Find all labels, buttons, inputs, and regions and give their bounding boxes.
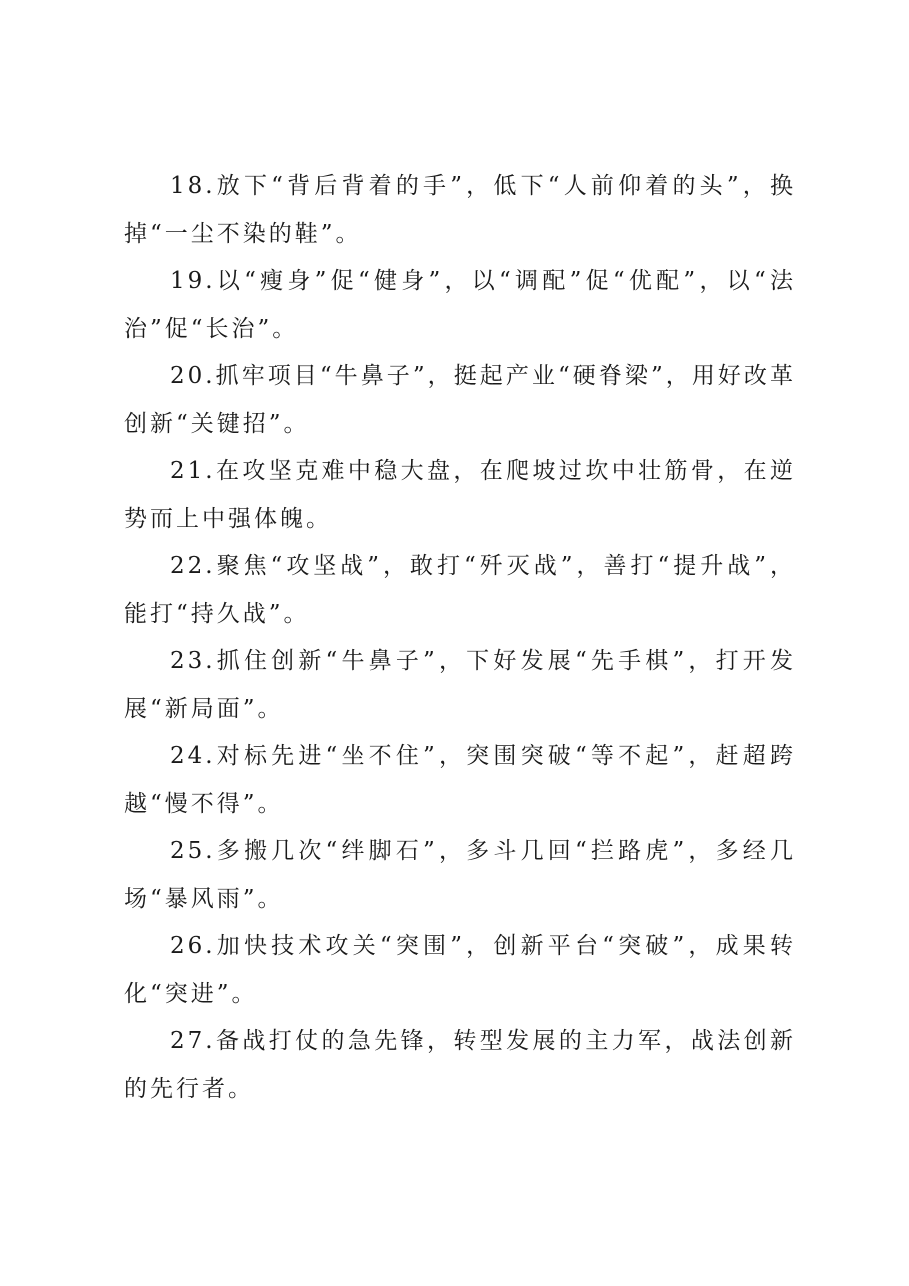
document-body xyxy=(124,163,796,1113)
paragraph-23: 23.抓住创新“牛鼻子”，下好发展“先手棋”，打开发展“新局面”。 xyxy=(124,648,796,722)
paragraph-24: 24.对标先进“坐不住”，突围突破“等不起”，赶超跨越“慢不得”。 xyxy=(124,743,796,817)
paragraph-25: 25.多搬几次“绊脚石”，多斗几回“拦路虎”，多经几场“暴风雨”。 xyxy=(124,838,796,912)
paragraph-27: 27.备战打仗的急先锋，转型发展的主力军，战法创新的先行者。 xyxy=(124,1028,796,1102)
paragraph-21: 21.在攻坚克难中稳大盘，在爬坡过坎中壮筋骨，在逆势而上中强体魄。 xyxy=(124,458,796,532)
paragraph-19: 19.以“瘦身”促“健身”，以“调配”促“优配”，以“法治”促“长治”。 xyxy=(124,268,796,342)
paragraph-18: 18.放下“背后背着的手”，低下“人前仰着的头”，换掉“一尘不染的鞋”。 xyxy=(124,173,796,247)
paragraph-26: 26.加快技术攻关“突围”，创新平台“突破”，成果转化“突进”。 xyxy=(124,933,796,1007)
paragraph-20: 20.抓牢项目“牛鼻子”，挺起产业“硬脊梁”，用好改革创新“关键招”。 xyxy=(124,363,796,437)
paragraph-22: 22.聚焦“攻坚战”，敢打“歼灭战”，善打“提升战”，能打“持久战”。 xyxy=(124,553,796,627)
